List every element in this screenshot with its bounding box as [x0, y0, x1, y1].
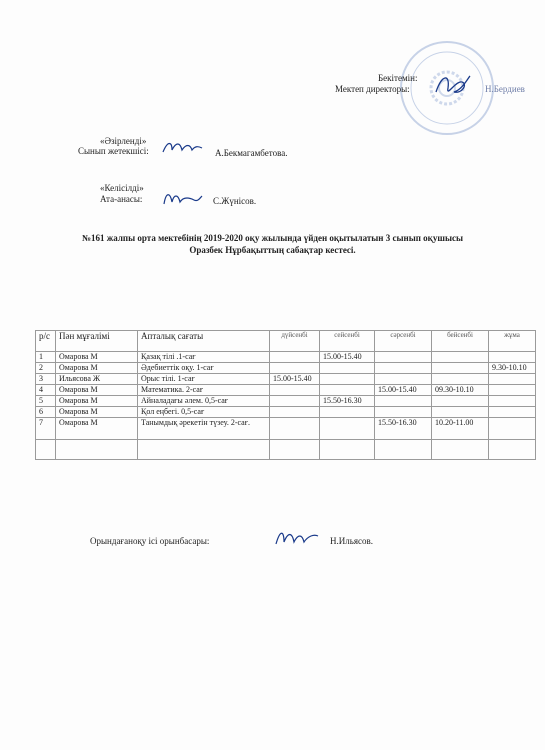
row-wednesday: [375, 396, 432, 407]
header-monday: дүйсенбі: [270, 331, 320, 352]
row-num: 5: [36, 396, 56, 407]
row-wednesday: [375, 352, 432, 363]
parent-signature: [160, 188, 205, 210]
row-tuesday: 15.50-16.30: [320, 396, 375, 407]
table-row: [36, 385, 536, 396]
row-teacher: Ильясова Ж: [56, 374, 138, 385]
row-tuesday: 15.00-15.40: [320, 352, 375, 363]
row-monday: [270, 396, 320, 407]
row-friday: 9.30-10.10: [489, 363, 536, 374]
document-title-line1: №161 жалпы орта мектебінің 2019-2020 оқу жылында үйден оқытылатын 3 сынып оқушысы: [81, 233, 463, 243]
row-subject: Әдебиеттік оқу. 1-сағ: [138, 363, 270, 374]
row-monday: [270, 418, 320, 440]
table-row: [36, 407, 536, 418]
prepared-name: А.Бекмагамбетова.: [215, 148, 288, 158]
row-teacher: Омарова М: [56, 407, 138, 418]
header-tuesday: сейсенбі: [320, 331, 375, 352]
table-row: [36, 418, 536, 440]
row-tuesday: [320, 363, 375, 374]
row-subject: Математика. 2-сағ: [138, 385, 270, 396]
row-thursday: 10.20-11.00: [432, 418, 489, 440]
deputy-signature: [272, 526, 322, 551]
agreed-role: Ата-анасы:: [100, 194, 143, 204]
row-monday: 15.00-15.40: [270, 374, 320, 385]
row-monday: [270, 407, 320, 418]
row-friday: [489, 396, 536, 407]
row-tuesday: [320, 385, 375, 396]
table-row: [36, 363, 536, 374]
agreed-label: «Келісілді»: [100, 183, 144, 193]
approval-label: Бекітемін:: [378, 73, 418, 83]
row-num: 4: [36, 385, 56, 396]
row-thursday: [432, 352, 489, 363]
row-subject: Қол еңбегі. 0,5-сағ: [138, 407, 270, 418]
header-teacher: Пән мұғалімі: [56, 331, 138, 352]
row-teacher: Омарова М: [56, 418, 138, 440]
row-friday: [489, 418, 536, 440]
row-thursday: [432, 396, 489, 407]
row-thursday: [432, 407, 489, 418]
row-monday: [270, 385, 320, 396]
director-role: Мектеп директоры:: [335, 84, 410, 94]
class-teacher-signature: [160, 138, 205, 158]
table-header-row: [36, 331, 536, 352]
row-num: 2: [36, 363, 56, 374]
row-wednesday: 15.00-15.40: [375, 385, 432, 396]
row-subject: Айналадағы әлем. 0,5-сағ: [138, 396, 270, 407]
prepared-label: «Әзірленді»: [100, 136, 147, 146]
header-num: р/с: [36, 331, 56, 352]
row-num: 7: [36, 418, 56, 440]
row-monday: [270, 363, 320, 374]
agreed-name: С.Жүнісов.: [213, 196, 257, 206]
row-monday: [270, 352, 320, 363]
row-friday: [489, 385, 536, 396]
header-hours: Апталық сағаты: [138, 331, 270, 352]
table-row: [36, 352, 536, 363]
row-thursday: [432, 374, 489, 385]
deputy-role: Орындағаноқу ісі орынбасары:: [90, 536, 210, 546]
table-row-empty: [36, 440, 536, 460]
row-thursday: [432, 363, 489, 374]
row-friday: [489, 374, 536, 385]
header-thursday: бейсенбі: [432, 331, 489, 352]
row-tuesday: [320, 418, 375, 440]
row-friday: [489, 407, 536, 418]
row-wednesday: [375, 374, 432, 385]
row-teacher: Омарова М: [56, 363, 138, 374]
row-wednesday: [375, 363, 432, 374]
row-subject: Қазақ тілі .1-сағ: [138, 352, 270, 363]
row-subject: Орыс тілі. 1-сағ: [138, 374, 270, 385]
row-wednesday: 15.50-16.30: [375, 418, 432, 440]
prepared-role: Сынып жетекшісі:: [78, 146, 149, 156]
row-subject: Танымдық әрекетін түзеу. 2-сағ.: [138, 418, 270, 440]
schedule-table: [35, 330, 536, 460]
row-num: 3: [36, 374, 56, 385]
row-wednesday: [375, 407, 432, 418]
row-tuesday: [320, 407, 375, 418]
table-row: [36, 374, 536, 385]
deputy-name: Н.Ильясов.: [330, 536, 373, 546]
row-tuesday: [320, 374, 375, 385]
row-thursday: 09.30-10.10: [432, 385, 489, 396]
row-teacher: Омарова М: [56, 396, 138, 407]
director-signature: [432, 70, 472, 100]
header-friday: жұма: [489, 331, 536, 352]
table-row: [36, 396, 536, 407]
row-num: 1: [36, 352, 56, 363]
header-wednesday: сәрсенбі: [375, 331, 432, 352]
row-teacher: Омарова М: [56, 352, 138, 363]
director-name: Н.Бердиев: [485, 84, 525, 94]
row-num: 6: [36, 407, 56, 418]
document-title-line2: Оразбек Нұрбақыттың сабақтар кестесі.: [189, 245, 356, 255]
row-friday: [489, 352, 536, 363]
row-teacher: Омарова М: [56, 385, 138, 396]
